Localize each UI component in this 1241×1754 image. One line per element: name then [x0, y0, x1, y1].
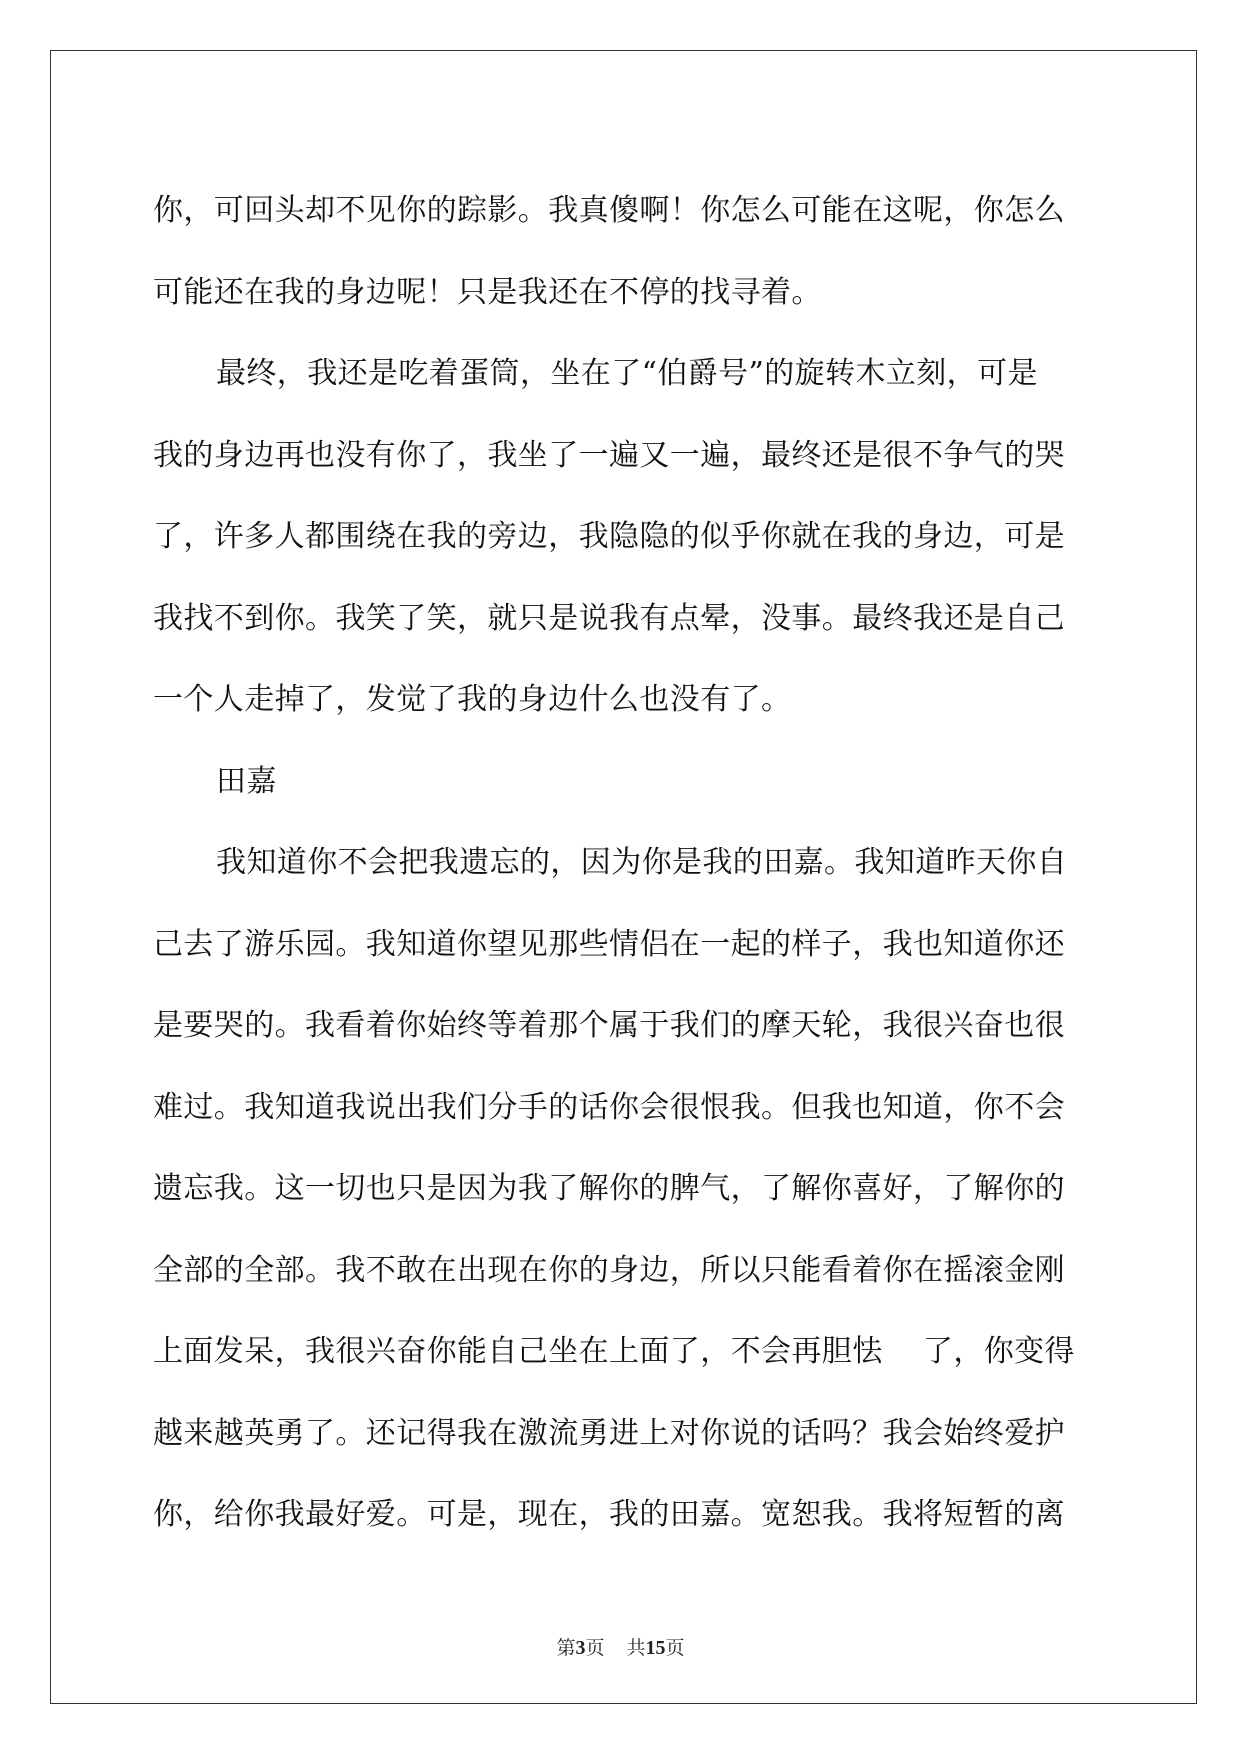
text-line: 我的身边再也没有你了，我坐了一遍又一遍，最终还是很不争气的哭: [153, 437, 1065, 473]
text-line: 了，许多人都围绕在我的旁边，我隐隐的似乎你就在我的身边，可是: [153, 519, 1065, 554]
text-line: 一个人走掉了，发觉了我的身边什么也没有了。: [153, 682, 792, 717]
text-line: 己去了游乐园。我知道你望见那些情侣在一起的样子，我也知道你还: [153, 926, 1065, 962]
text-line: 越来越英勇了。还记得我在激流勇进上对你说的话吗？我会始终爱护: [153, 1415, 1065, 1451]
text-line: 你，可回头却不见你的踪影。我真傻啊！你怎么可能在这呢，你怎么: [153, 193, 1065, 228]
page-total: 15: [645, 1637, 666, 1659]
page-unit: 页: [585, 1637, 605, 1659]
section-heading: 田嘉: [216, 763, 277, 799]
text-line: 你，给你我最好爱。可是，现在，我的田嘉。宽恕我。我将短暂的离: [153, 1497, 1065, 1532]
page-current: 3: [575, 1637, 586, 1659]
page-footer: [0, 1636, 1241, 1660]
page-prefix: 第: [556, 1637, 576, 1659]
text-line: 我知道你不会把我遗忘的，因为你是我的田嘉。我知道昨天你自: [216, 845, 1068, 880]
text-line: 可能还在我的身边呢！只是我还在不停的找寻着。: [153, 274, 822, 310]
text-line: 难过。我知道我说出我们分手的话你会很恨我。但我也知道，你不会: [153, 1089, 1065, 1125]
text-line: 遗忘我。这一切也只是因为我了解你的脾气，了解你喜好，了解你的: [153, 1171, 1065, 1206]
total-prefix: 共: [626, 1637, 646, 1659]
text-line: 全部的全部。我不敢在出现在你的身边，所以只能看着你在摇滚金刚: [153, 1252, 1065, 1288]
text-line: 是要哭的。我看着你始终等着那个属于我们的摩天轮，我很兴奋也很: [153, 1008, 1065, 1043]
text-line: 最终，我还是吃着蛋筒，坐在了“伯爵号”的旋转木立刻，可是: [216, 356, 1038, 391]
text-line: 上面发呆，我很兴奋你能自己坐在上面了，不会再胆怯 了，你变得: [153, 1334, 1075, 1369]
document-body: [153, 170, 1095, 1556]
total-unit: 页: [665, 1637, 685, 1659]
text-line: 我找不到你。我笑了笑，就只是说我有点晕，没事。最终我还是自己: [153, 600, 1065, 636]
